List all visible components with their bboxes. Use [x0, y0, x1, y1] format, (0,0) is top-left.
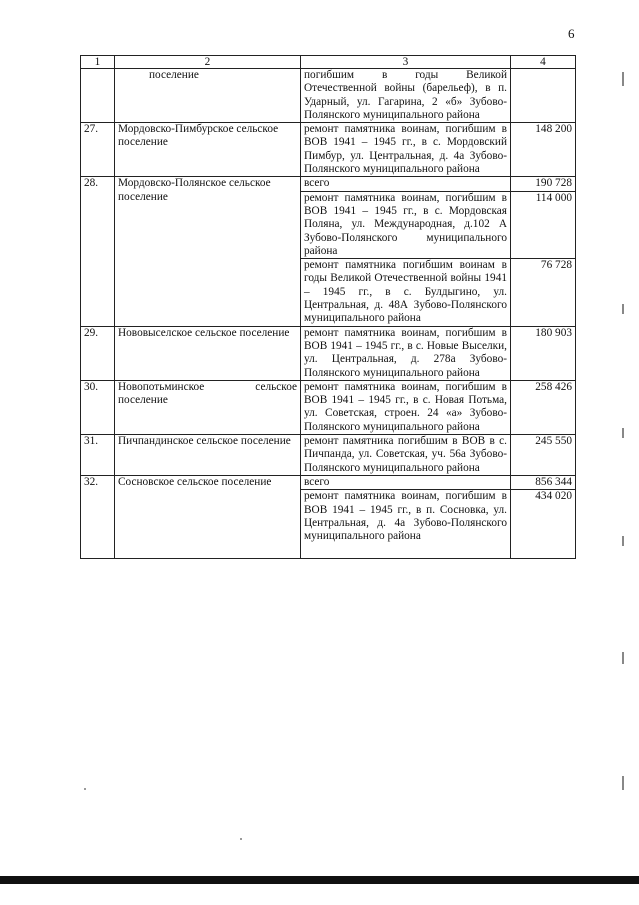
row-number: 27. [81, 123, 115, 177]
scan-speck [240, 838, 242, 840]
amount-cell: 148 200 [511, 123, 576, 177]
table-row-31 [81, 435, 576, 476]
description-cell: погибшим в годы Великой Отечественной войны (барельеф), в п. Ударный, ул. Гагарина, 2 «б» Зубово-Полянского муниципального района [301, 69, 511, 123]
column-header-3: 3 [301, 56, 511, 69]
table-row-29 [81, 326, 576, 380]
row-number: 28. [81, 177, 115, 326]
scan-margin-mark [622, 536, 624, 546]
table-row-32-total [81, 475, 576, 489]
description-cell: ремонт памятника погибшим в ВОВ в с. Пичпанда, ул. Советская, уч. 56а Зубово-Полянского муниципального района [301, 435, 511, 476]
column-header-1: 1 [81, 56, 115, 69]
column-header-2: 2 [115, 56, 301, 69]
amount-cell: 180 903 [511, 326, 576, 380]
description-cell: ремонт памятника воинам, погибшим в ВОВ 1941 – 1945 гг., в с. Мордовская Поляна, ул. Международная, д.102 А Зубово-Полянского муниципального района [301, 191, 511, 258]
total-amount-cell: 856 344 [511, 475, 576, 489]
amount-cell [511, 69, 576, 123]
page-number: 6 [568, 26, 575, 41]
total-amount-cell: 190 728 [511, 177, 576, 191]
table-row-28-total [81, 177, 576, 191]
municipality-cell: Новопотьминское сельское поселение [115, 380, 301, 434]
scan-margin-mark [622, 304, 624, 314]
municipality-cell: Нововыселское сельское поселение [115, 326, 301, 380]
description-cell: ремонт памятника воинам, погибшим в ВОВ 1941 – 1945 гг., в с. Мордовский Пимбур, ул. Центральная, д. 4а Зубово-Полянского муниципального района [301, 123, 511, 177]
amount-cell: 76 728 [511, 259, 576, 326]
municipality-cell: Сосновское сельское поселение [115, 475, 301, 558]
amount-cell: 434 020 [511, 490, 576, 559]
table-row-continuation [81, 69, 576, 123]
scan-edge-bar [0, 876, 639, 884]
scan-margin-mark [622, 428, 624, 438]
amount-cell: 258 426 [511, 380, 576, 434]
municipality-cell: Пичпандинское сельское поселение [115, 435, 301, 476]
funding-table [80, 55, 576, 559]
row-number: 32. [81, 475, 115, 558]
total-label-cell: всего [301, 177, 511, 191]
description-cell: ремонт памятника воинам, погибшим в ВОВ 1941 – 1945 гг., в с. Новая Потьма, ул. Советская, строен. 24 «а» Зубово-Полянского муниципального района [301, 380, 511, 434]
scan-speck [84, 788, 86, 790]
municipality-cell: Мордовско-Полянское сельское поселение [115, 177, 301, 326]
table-row-30 [81, 380, 576, 434]
scan-margin-mark [622, 72, 624, 86]
scan-margin-mark [622, 776, 624, 790]
row-number: 31. [81, 435, 115, 476]
table-row-27 [81, 123, 576, 177]
total-label-cell: всего [301, 475, 511, 489]
description-cell: ремонт памятника погибшим воинам в годы Великой Отечественной войны 1941 – 1945 гг., в с. Булдыгино, ул. Центральная, д. 48А Зубово-Полянского муниципального района [301, 259, 511, 326]
row-number [81, 69, 115, 123]
amount-cell: 114 000 [511, 191, 576, 258]
municipality-cell: поселение [115, 69, 301, 123]
amount-cell: 245 550 [511, 435, 576, 476]
municipality-cell: Мордовско-Пимбурское сельское поселение [115, 123, 301, 177]
scan-margin-mark [622, 652, 624, 664]
row-number: 30. [81, 380, 115, 434]
column-header-4: 4 [511, 56, 576, 69]
description-cell: ремонт памятника воинам, погибшим в ВОВ 1941 – 1945 гг., в с. Новые Выселки, ул. Центральная, д. 278а Зубово-Полянского муниципального района [301, 326, 511, 380]
row-number: 29. [81, 326, 115, 380]
description-cell: ремонт памятника воинам, погибшим в ВОВ 1941 – 1945 гг., в п. Сосновка, ул. Центральная, д. 4а Зубово-Полянского муниципального района [301, 490, 511, 559]
table-header-row [81, 56, 576, 69]
